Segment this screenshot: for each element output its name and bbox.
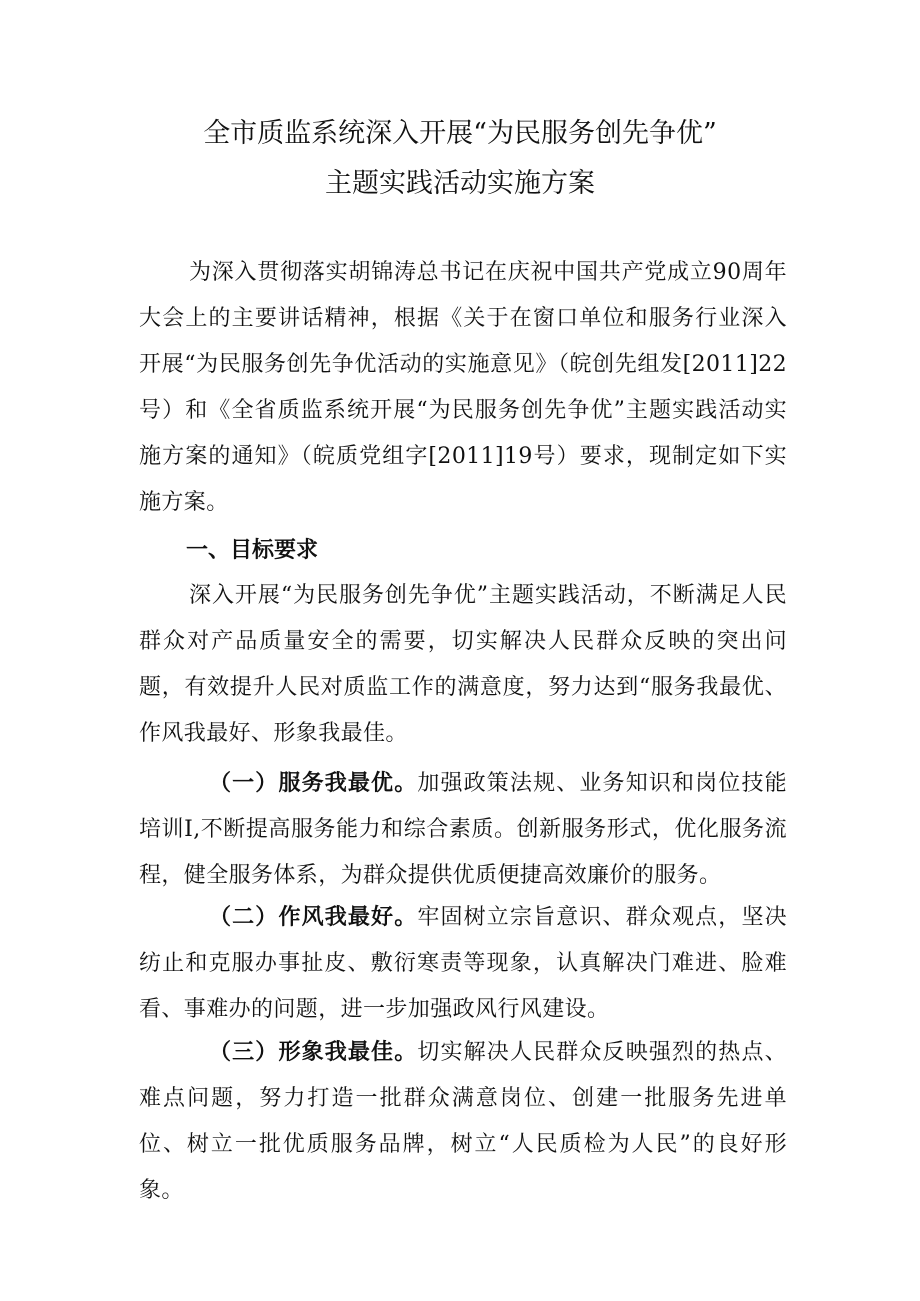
document-title-line-1: 全市质监系统深入开展“为民服务创先争优” <box>203 118 717 149</box>
goal-item-service <box>139 761 787 899</box>
goal-item-image <box>139 1030 787 1214</box>
goals-paragraph: 深入开展“为民服务创先争优”主题实践活动，不断满足人民群众对产品质量安全的需要，切实解决人民群众反映的突出问题，有效提升人民对质监工作的满意度，努力达到“服务我最优、作风我最好、形象我最佳。 <box>139 583 787 746</box>
goal-item-lead: （一）服务我最优。 <box>209 771 418 796</box>
goal-item-text: 切实解决人民群众反映强烈的热点、难点问题，努力打造一批群众满意岗位、创建一批服务先进单位、树立一批优质服务品牌，树立“人民质检为人民”的良好形象。 <box>139 1040 788 1203</box>
section-heading-goals: 一、目标要求 <box>186 538 319 563</box>
goal-item-conduct <box>139 895 787 1033</box>
goal-item-text: 牢固树立宗旨意识、群众观点，坚决纺止和克服办事扯皮、敷衍寒责等现象，认真解决门难进、脸难看、事难办的问题，进一步加强政风行风建设。 <box>139 905 788 1022</box>
document-title-line-2: 主题实践活动实施方案 <box>325 168 595 199</box>
goal-item-lead: （三）形象我最佳。 <box>209 1040 418 1065</box>
intro-paragraph: 为深入贯彻落实胡锦涛总书记在庆祝中国共产党成立90周年大会上的主要讲话精神，根据《关于在窗口单位和服务行业深入开展“为民服务创先争优活动的实施意见》（皖创先组发[2011]22号）和《全省质监系统开展“为民服务创先争优”主题实践活动实施方案的通知》（皖质党组字[2011]19号）要求，现制定如下实施方案。 <box>139 260 787 515</box>
goal-item-lead: （二）作风我最好。 <box>209 905 418 930</box>
goal-item-text: 加强政策法规、业务知识和岗位技能培训I,不断提高服务能力和综合素质。创新服务形式，优化服务流程，健全服务体系，为群众提供优质便捷高效廉价的服务。 <box>139 771 788 888</box>
